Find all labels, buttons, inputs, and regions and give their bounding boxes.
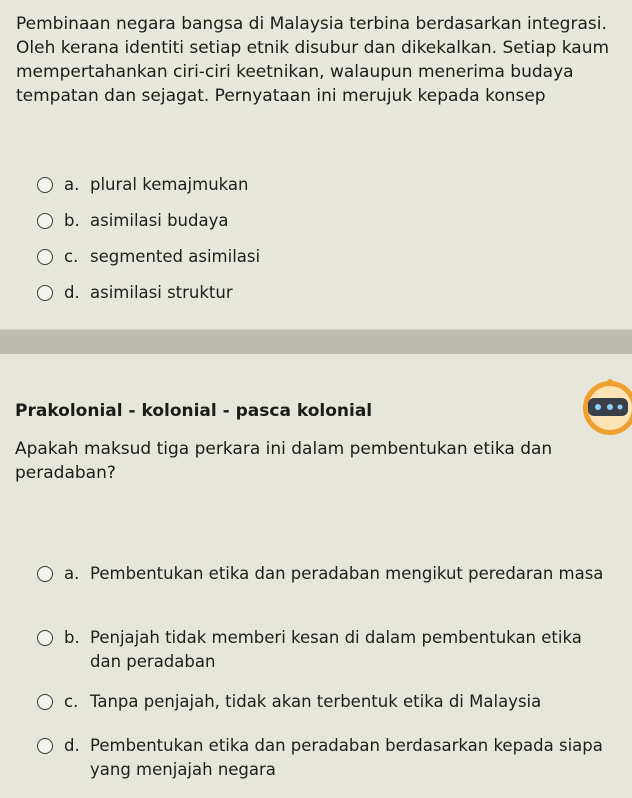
radio-button[interactable]	[37, 213, 53, 229]
option-letter: a.	[64, 175, 80, 194]
radio-button[interactable]	[37, 249, 53, 265]
option-text: segmented asimilasi	[90, 247, 261, 266]
radio-button[interactable]	[37, 630, 53, 646]
radio-button[interactable]	[37, 285, 53, 301]
radio-button[interactable]	[37, 177, 53, 193]
option-text: Tanpa penjajah, tidak akan terbentuk etika di Malaysia	[90, 692, 542, 711]
option-letter: c.	[64, 692, 79, 711]
question-2-text: Apakah maksud tiga perkara ini dalam pembentukan etika dan peradaban?	[15, 439, 553, 483]
q2-option-b[interactable]	[37, 626, 610, 674]
q2-option-a[interactable]	[37, 562, 610, 586]
option-text: Pembentukan etika dan peradaban berdasarkan kepada siapa yang menjajah negara	[90, 736, 603, 779]
radio-button[interactable]	[37, 738, 53, 754]
q2-option-d[interactable]	[37, 734, 610, 782]
question-1-text: Pembinaan negara bangsa di Malaysia terbina berdasarkan integrasi. Oleh kerana identiti setiap etnik disubur dan dikekalkan. Setiap kaum mempertahankan ciri-ciri keetnikan, walaupun menerima budaya tempatan dan sejagat. Pernyataan ini merujuk kepada konsep	[16, 14, 610, 106]
option-letter: c.	[64, 247, 79, 266]
option-text: asimilasi struktur	[90, 283, 233, 302]
q1-option-c[interactable]	[37, 245, 610, 269]
q1-option-a[interactable]	[37, 173, 610, 197]
option-letter: a.	[64, 564, 80, 583]
option-text: asimilasi budaya	[90, 211, 229, 230]
option-letter: b.	[64, 628, 80, 647]
option-letter: d.	[64, 283, 80, 302]
question-2-title: Prakolonial - kolonial - pasca kolonial	[15, 401, 373, 421]
option-text: plural kemajmukan	[90, 175, 249, 194]
option-text: Penjajah tidak memberi kesan di dalam pembentukan etika dan peradaban	[90, 628, 582, 671]
option-letter: d.	[64, 736, 80, 755]
radio-button[interactable]	[37, 566, 53, 582]
q1-option-d[interactable]	[37, 281, 610, 305]
q1-option-b[interactable]	[37, 209, 610, 233]
radio-button[interactable]	[37, 694, 53, 710]
option-text: Pembentukan etika dan peradaban mengikut peredaran masa	[90, 564, 604, 583]
q2-option-c[interactable]	[37, 690, 610, 714]
option-letter: b.	[64, 211, 80, 230]
